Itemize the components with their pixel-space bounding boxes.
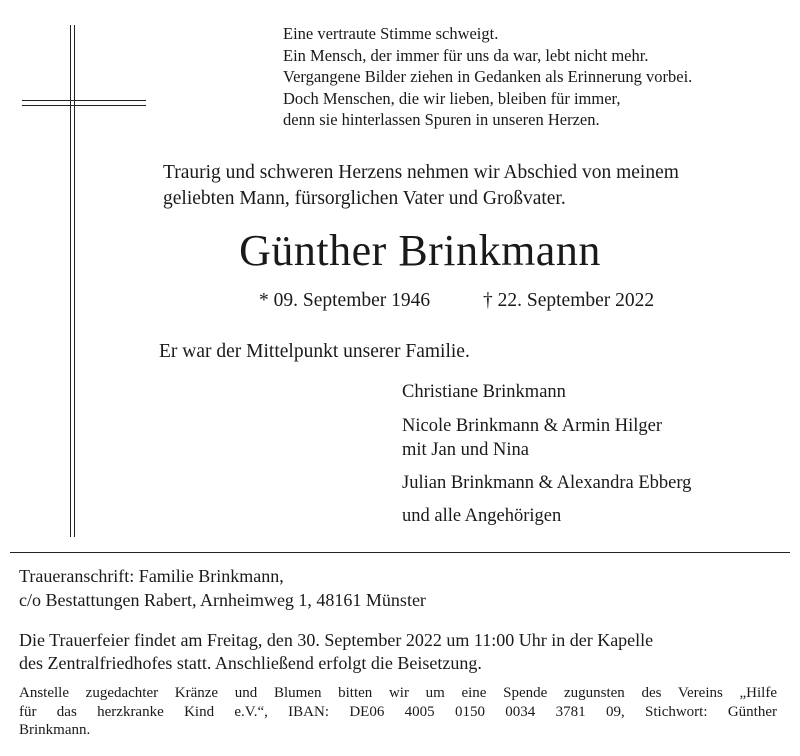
family-member: Nicole Brinkmann & Armin Hilger — [402, 416, 662, 436]
donation-line: für das herzkranke Kind e.V.“, IBAN: DE06 4005 0150 0034 3781 09, Stichwort: Günther — [19, 703, 777, 720]
poem-line: denn sie hinterlassen Spuren in unseren Herzen. — [283, 110, 600, 129]
poem-line: Vergangene Bilder ziehen in Gedanken als Erinnerung vorbei. — [283, 67, 693, 86]
donation-line: Anstelle zugedachter Kränze und Blumen bitten wir um eine Spende zugunsten des Vereins „Hilfe — [19, 685, 777, 701]
ceremony-line: Die Trauerfeier findet am Freitag, den 30. September 2022 um 11:00 Uhr in der Kapelle — [19, 630, 654, 650]
donation-info — [19, 684, 777, 740]
cross-horizontal-bar — [22, 100, 146, 106]
poem-line: Eine vertraute Stimme schweigt. — [283, 24, 499, 43]
death-date: † 22. September 2022 — [483, 290, 655, 311]
tribute-text: Er war der Mittelpunkt unserer Familie. — [159, 341, 470, 362]
family-member: und alle Angehörigen — [402, 506, 562, 526]
poem-line: Ein Mensch, der immer für uns da war, lebt nicht mehr. — [283, 45, 649, 65]
family-member: mit Jan und Nina — [402, 440, 529, 460]
divider — [10, 552, 790, 553]
intro-text — [163, 160, 679, 212]
intro-line: geliebten Mann, fürsorglichen Vater und Großvater. — [163, 188, 566, 209]
deceased-name: Günther Brinkmann — [239, 226, 601, 275]
family-member: Julian Brinkmann & Alexandra Ebberg — [402, 473, 692, 493]
mourning-address — [19, 564, 426, 612]
address-line: Traueranschrift: Familie Brinkmann, — [19, 566, 284, 586]
poem — [283, 23, 692, 131]
donation-line: Brinkmann. — [19, 722, 91, 738]
address-line: c/o Bestattungen Rabert, Arnheimweg 1, 48161 Münster — [19, 590, 426, 610]
family-member: Christiane Brinkmann — [402, 382, 566, 402]
ceremony-info — [19, 629, 653, 675]
poem-line: Doch Menschen, die wir lieben, bleiben für immer, — [283, 88, 621, 108]
birth-date: * 09. September 1946 — [259, 290, 431, 311]
ceremony-line: des Zentralfriedhofes statt. Anschließend erfolgt die Beisetzung. — [19, 653, 482, 673]
intro-line: Traurig und schweren Herzens nehmen wir Abschied von meinem — [163, 162, 679, 183]
